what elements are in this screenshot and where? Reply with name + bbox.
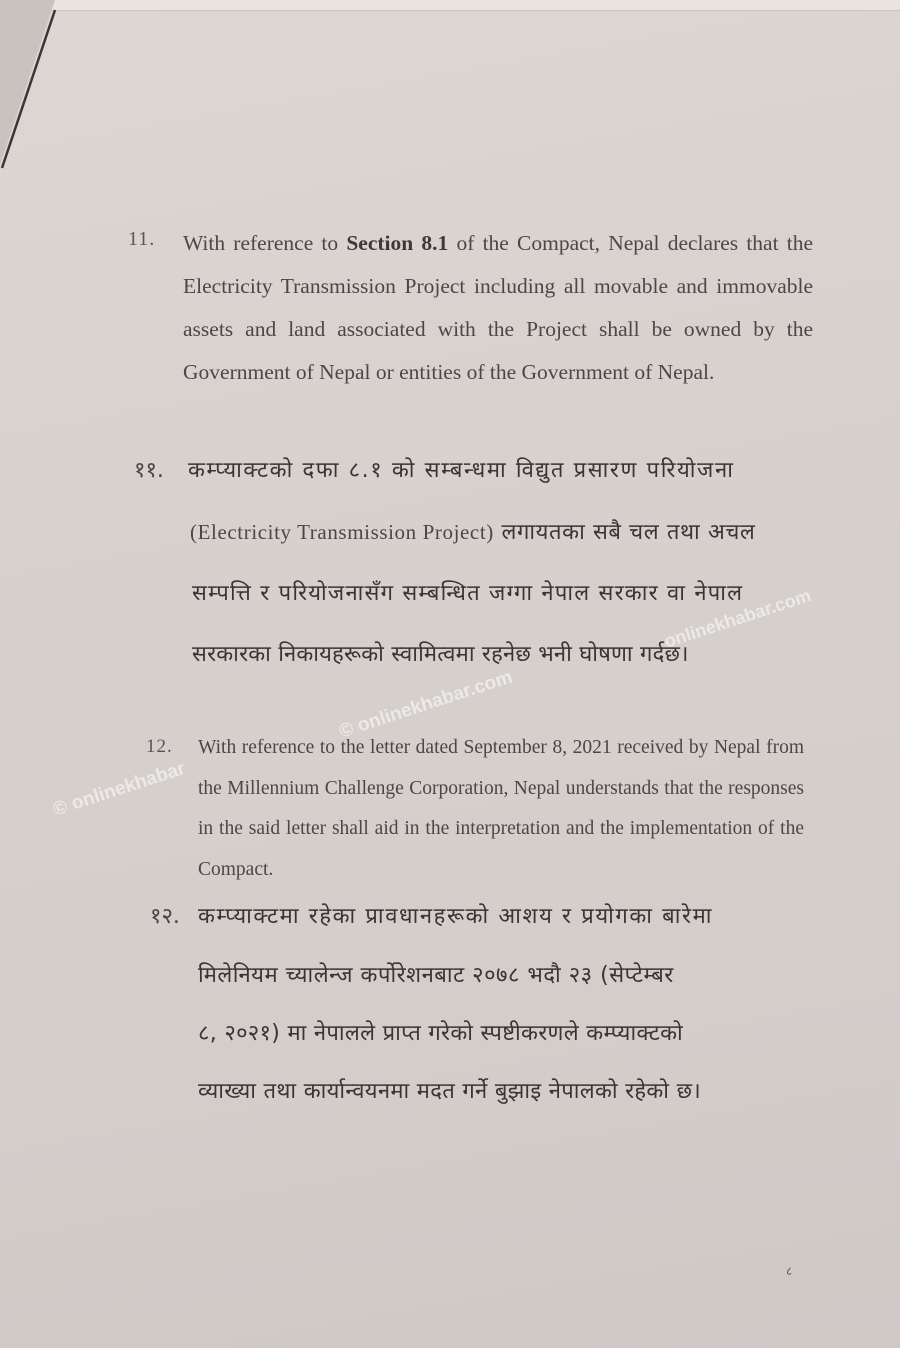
- section-11-nepali-line-1: कम्प्याक्टको दफा ८.१ को सम्बन्धमा विद्युत प्रसारण परियोजना: [188, 458, 735, 483]
- section-12-nepali-line-3: ८, २०२१) मा नेपालले प्राप्त गरेको स्पष्टीकरणले कम्प्याक्टको: [198, 1021, 684, 1046]
- page-corner-shadow: [0, 0, 60, 180]
- section-reference-bold: Section 8.1: [346, 231, 449, 255]
- section-11-nepali-line-4: सरकारका निकायहरूको स्वामित्वमा रहनेछ भनी घोषणा गर्दछ।: [192, 642, 689, 667]
- watermark-onlinekhabar-1: onlinekhabar.com: [661, 585, 814, 652]
- watermark-onlinekhabar-3: © onlinekhabar: [50, 758, 188, 821]
- section-12-nepali-number: १२.: [150, 904, 180, 929]
- section-11-nepali-number: ११.: [134, 458, 164, 483]
- section-12-number: 12.: [146, 736, 173, 757]
- section-12-nepali-line-2: मिलेनियम च्यालेन्ज कर्पोरेशनबाट २०७८ भदौ २३ (सेप्टेम्बर: [198, 963, 674, 988]
- section-11-english-paragraph: [183, 222, 813, 394]
- section-11-text-start: With reference to: [183, 231, 347, 255]
- section-11-text-rest: of the Compact, Nepal declares that the Electricity Transmission Project including all movable and immovable assets and land associated with the Project shall be owned by the Government of Nepal or entities of the Government of Nepal.: [183, 231, 814, 384]
- section-11-nepali-line-3: सम्पत्ति र परियोजनासँग सम्बन्धित जग्गा नेपाल सरकार वा नेपाल: [192, 581, 744, 606]
- section-11-nepali-line-2: [190, 516, 755, 546]
- photo-top-edge: [0, 0, 900, 11]
- watermark-onlinekhabar-2: © onlinekhabar.com: [336, 666, 516, 743]
- page-number: ८: [786, 1264, 793, 1278]
- section-11-number: 11.: [128, 228, 156, 250]
- section-12-nepali-line-1: कम्प्याक्टमा रहेका प्रावधानहरूको आशय र प्रयोगका बारेमा: [198, 904, 714, 929]
- section-12-english-paragraph: With reference to the letter dated September 8, 2021 received by Nepal from the Millennium Challenge Corporation, Nepal understands that the responses in the said letter shall aid in the interpretation and the implementation of the Compact.: [198, 737, 804, 880]
- section-12-nepali-line-4: व्याख्या तथा कार्यान्वयनमा मदत गर्ने बुझाइ नेपालको रहेको छ।: [198, 1079, 701, 1104]
- section-11-nepali-line-2-text: लगायतका सबै चल तथा अचल: [493, 520, 756, 545]
- section-11-english-project-name: (Electricity Transmission Project): [190, 520, 494, 544]
